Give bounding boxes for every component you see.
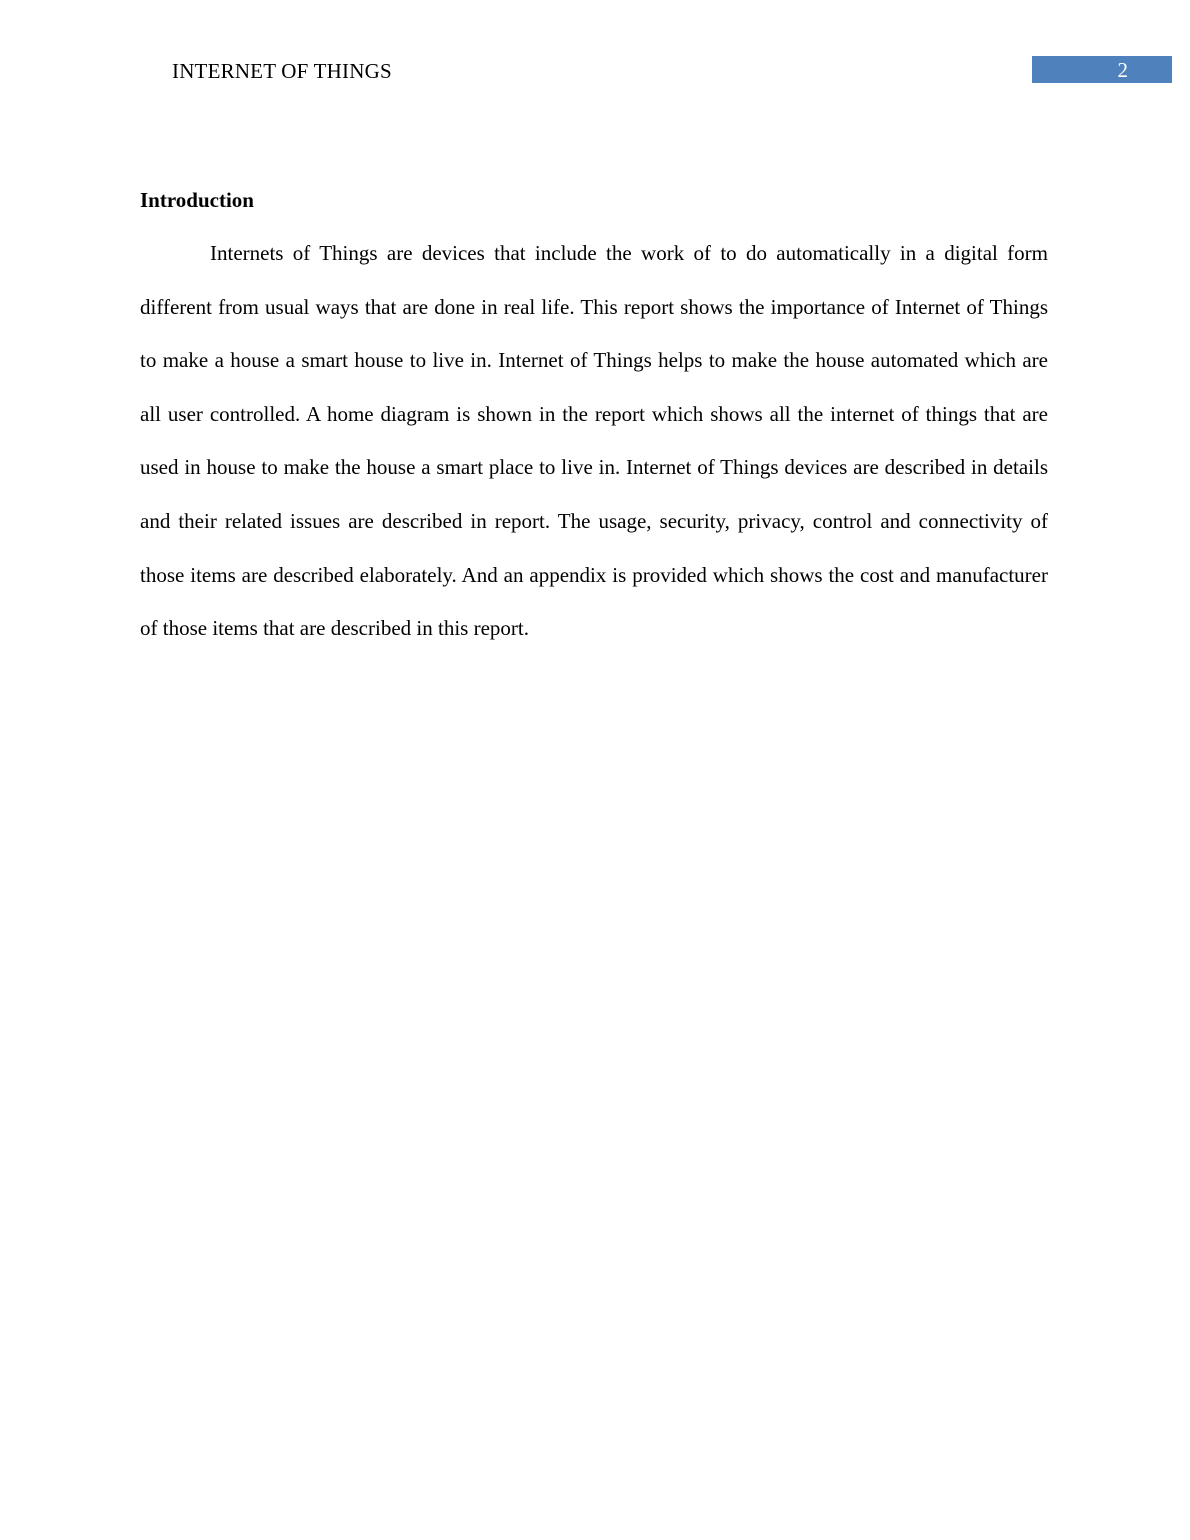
intro-paragraph: Internets of Things are devices that include the work of to do automatically in a digital form different from usual ways that are done in real life. This report shows the importance of Internet of Things to make a house a smart house to live in. Internet of Things helps to make the house automated which are all user controlled. A home diagram is shown in the report which shows all the internet of things that are used in house to make the house a smart place to live in. Internet of Things devices are described in details and their related issues are described in report. The usage, security, privacy, control and connectivity of those items are described elaborately. And an appendix is provided which shows the cost and manufacturer of those items that are described in this report. xyxy=(140,241,1048,641)
section-heading: Introduction xyxy=(140,188,254,212)
running-head: INTERNET OF THINGS xyxy=(172,59,392,83)
page-number-box xyxy=(1032,56,1172,83)
page-number: 2 xyxy=(1117,58,1128,82)
